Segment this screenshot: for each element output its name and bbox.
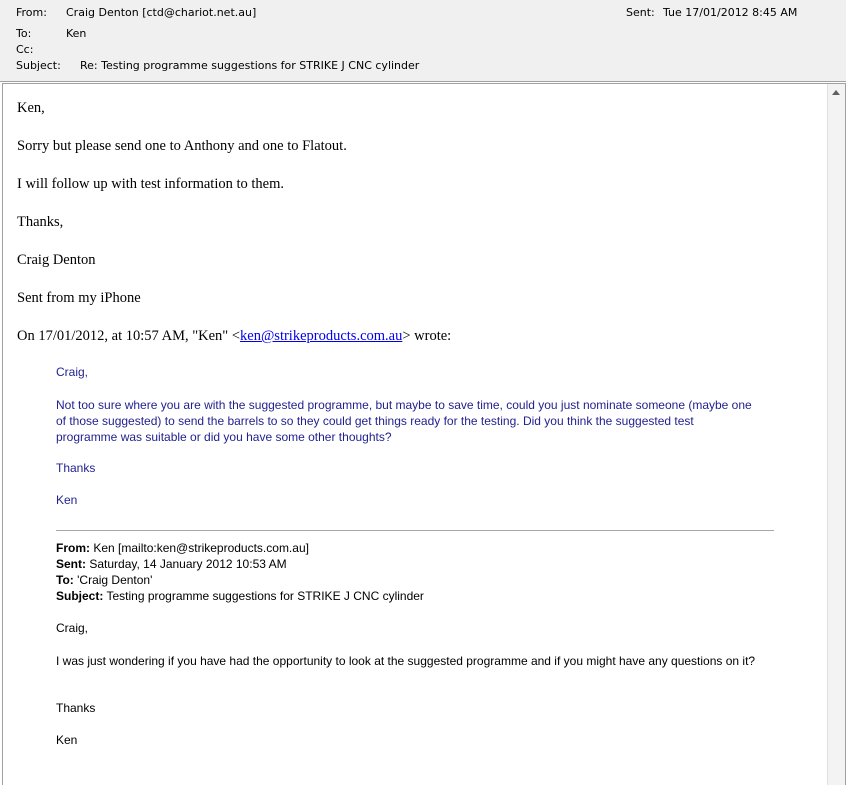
quote-intro bbox=[17, 328, 451, 345]
from-value[interactable]: Craig Denton [ctd@chariot.net.au] bbox=[66, 6, 257, 19]
message-header bbox=[0, 0, 846, 82]
quoted-name: Ken bbox=[56, 493, 78, 507]
fwd-thanks: Thanks bbox=[56, 701, 96, 715]
quoted-thanks: Thanks bbox=[56, 461, 96, 475]
fwd-from-value: Ken [mailto:ken@strikeproducts.com.au] bbox=[93, 541, 309, 555]
scroll-up-arrow-icon[interactable] bbox=[832, 90, 840, 95]
fwd-to-value: 'Craig Denton' bbox=[77, 573, 153, 587]
fwd-to-label: To: bbox=[56, 573, 74, 587]
email-link[interactable]: ken@strikeproducts.com.au bbox=[240, 328, 403, 344]
fwd-greeting: Craig, bbox=[56, 621, 89, 635]
fwd-paragraph-text: I was just wondering if you have had the opportunity to look at the suggested programme and if you might have any questions on it? bbox=[56, 654, 756, 668]
fwd-paragraph bbox=[56, 653, 756, 669]
fwd-to-line bbox=[56, 573, 756, 587]
from-label: From: bbox=[16, 6, 47, 19]
reply-line-2: I will follow up with test information to them. bbox=[17, 176, 285, 192]
reply-thanks: Thanks, bbox=[17, 214, 64, 230]
divider bbox=[56, 530, 774, 531]
fwd-name: Ken bbox=[56, 733, 78, 747]
sent-label: Sent: bbox=[626, 6, 655, 19]
cc-label: Cc: bbox=[16, 43, 34, 56]
subject-label: Subject: bbox=[16, 59, 61, 72]
to-value[interactable]: Ken bbox=[66, 27, 87, 40]
sent-value: Tue 17/01/2012 8:45 AM bbox=[663, 6, 798, 19]
fwd-sent-line bbox=[56, 557, 756, 571]
subject-value: Re: Testing programme suggestions for STRIKE J CNC cylinder bbox=[80, 59, 420, 72]
reply-greeting: Ken, bbox=[17, 100, 45, 116]
reply-signature: Sent from my iPhone bbox=[17, 290, 141, 306]
reply-line-1: Sorry but please send one to Anthony and one to Flatout. bbox=[17, 138, 347, 154]
quote-intro-post: > wrote: bbox=[402, 328, 452, 344]
fwd-sent-label: Sent: bbox=[56, 557, 86, 571]
fwd-sent-value: Saturday, 14 January 2012 10:53 AM bbox=[89, 557, 287, 571]
quoted-greeting: Craig, bbox=[56, 365, 89, 379]
fwd-from-label: From: bbox=[56, 541, 90, 555]
fwd-subject-line bbox=[56, 589, 756, 603]
vertical-scrollbar[interactable] bbox=[827, 84, 845, 785]
quoted-paragraph-text: Not too sure where you are with the suggested programme, but maybe to save time, could you just nominate someone (maybe one of those suggested) to send the barrels to so they could get things ready for the testing. Did you think the suggested test programme was suitable or did you have some other thoughts? bbox=[56, 398, 752, 444]
to-label: To: bbox=[16, 27, 32, 40]
fwd-from-line bbox=[56, 541, 756, 555]
reply-name: Craig Denton bbox=[17, 252, 96, 268]
message-body[interactable] bbox=[2, 83, 846, 785]
quote-intro-pre: On 17/01/2012, at 10:57 AM, "Ken" < bbox=[17, 328, 241, 344]
quoted-paragraph bbox=[56, 397, 756, 445]
fwd-subject-label: Subject: bbox=[56, 589, 104, 603]
fwd-subject-value: Testing programme suggestions for STRIKE J CNC cylinder bbox=[106, 589, 424, 603]
